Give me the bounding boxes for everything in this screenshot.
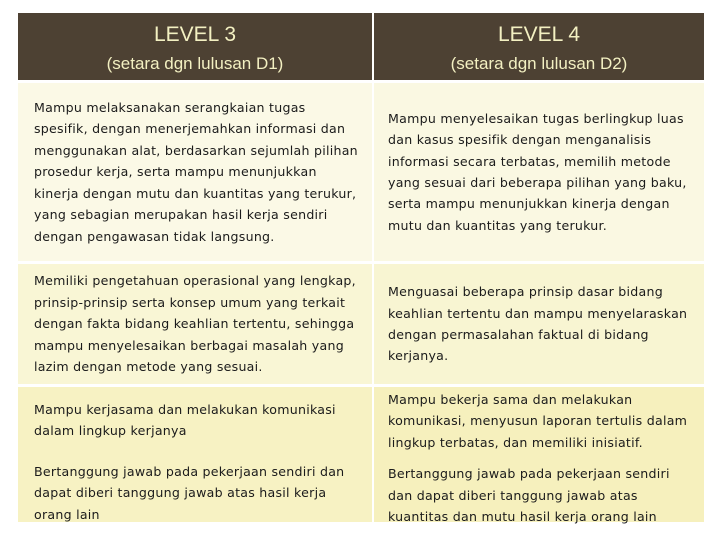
header-level-4-subtitle: (setara dgn lulusan D2) — [450, 54, 628, 73]
header-level-3-subtitle: (setara dgn lulusan D1) — [106, 54, 284, 73]
row2-level3-cell — [18, 264, 372, 384]
row3-level4-text-responsibility: Bertanggung jawab pada pekerjaan sendiri dan dapat diberi tanggung jawab atas kuantitas dan mutu hasil kerja orang lain — [388, 466, 670, 525]
level-comparison-table — [18, 13, 704, 525]
row2-level4-cell — [374, 264, 704, 384]
row3-level4-text-communication: Mampu bekerja sama dan melakukan komunikasi, menyusun laporan tertulis dalam lingkup terbatas, dan memiliki inisiatif. — [388, 392, 688, 450]
row1-level4-text: Mampu menyelesaikan tugas berlingkup luas dan kasus spesifik dengan menganalisis informasi secara terbatas, memilih metode yang sesuai dari beberapa pilihan yang baku, serta mampu menunjukkan kinerja dengan mutu dan kuantitas yang terukur. — [388, 110, 687, 233]
row1-level4-cell — [374, 83, 704, 261]
row1-level3-cell — [18, 83, 372, 261]
row1-level3-text: Mampu melaksanakan serangkaian tugas spesifik, dengan menerjemahkan informasi dan menggunakan alat, berdasarkan sejumlah pilihan prosedur kerja, serta mampu menunjukkan kinerja dengan mutu dan kuantitas yang terukur, yang sebagian merupakan hasil kerja sendiri dengan pengawasan tidak langsung. — [34, 100, 358, 244]
row3-level3-text-communication: Mampu kerjasama dan melakukan komunikasi dalam lingkup kerjanya — [34, 402, 336, 439]
row3-level3-text-responsibility: Bertanggung jawab pada pekerjaan sendiri dan dapat diberi tanggung jawab atas hasil kerja orang lain — [34, 463, 345, 522]
header-level-4-title: LEVEL 4 — [497, 23, 581, 46]
row2-level3-text: Memiliki pengetahuan operasional yang lengkap, prinsip-prinsip serta konsep umum yang terkait dengan fakta bidang keahlian tertentu, sehingga mampu menyelesaikan berbagai masalah yang lazim dengan metode yang sesuai. — [34, 273, 356, 375]
row3-level3-cell — [18, 387, 372, 522]
header-level-3-title: LEVEL 3 — [153, 23, 237, 46]
row3-level4-cell — [374, 387, 704, 525]
header-level-4 — [374, 13, 704, 80]
row2-level4-text: Menguasai beberapa prinsip dasar bidang keahlian tertentu dan mampu menyelaraskan dengan permasalahan faktual di bidang kerjanya. — [388, 284, 688, 364]
header-level-3 — [18, 13, 372, 80]
